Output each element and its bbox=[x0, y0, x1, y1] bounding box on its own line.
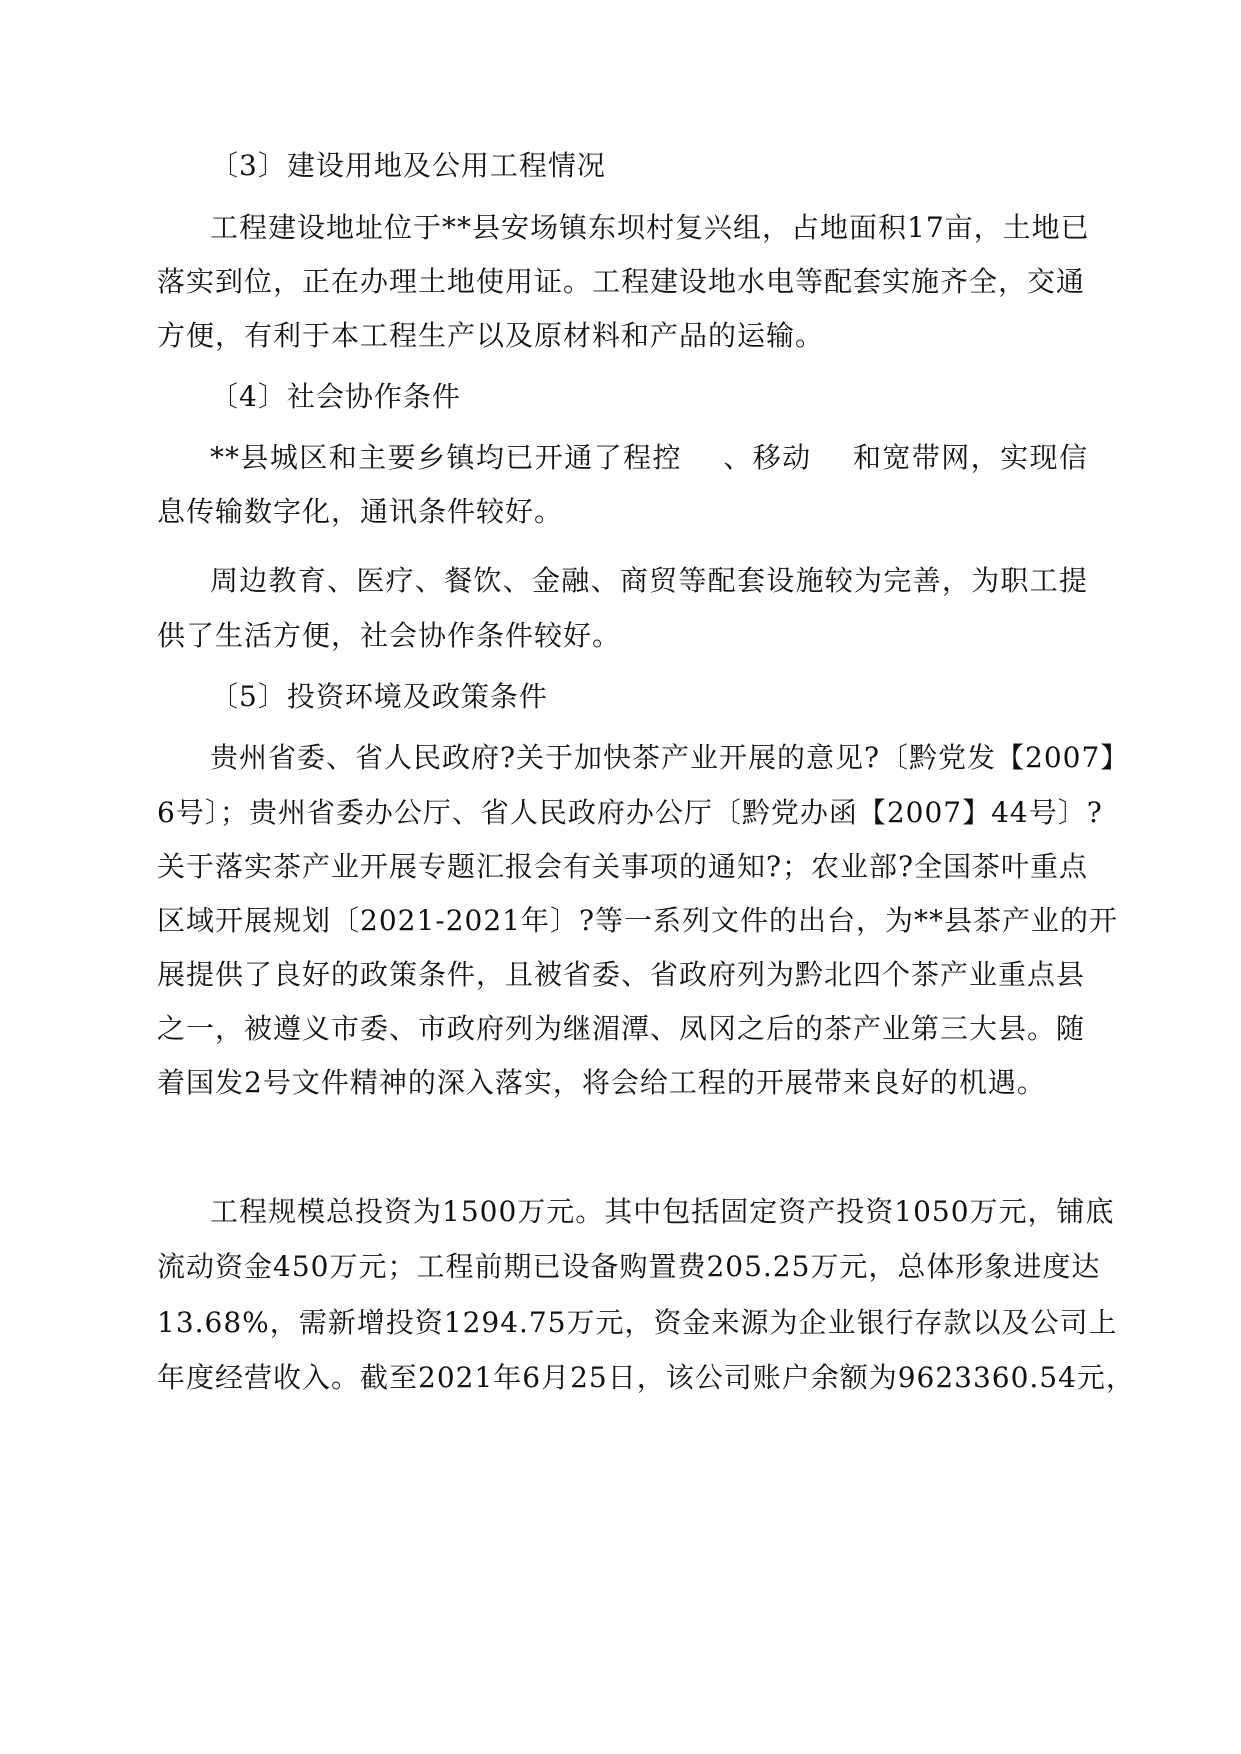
section-heading-3: 〔3〕建设用地及公用工程情况 bbox=[210, 149, 606, 182]
paragraph-line: 方便，有利于本工程生产以及原材料和产品的运输。 bbox=[157, 319, 825, 352]
paragraph-line: 供了生活方便，社会协作条件较好。 bbox=[157, 619, 622, 652]
paragraph-line: 工程规模总投资为1500万元。其中包括固定资产投资1050万元，铺底 bbox=[210, 1195, 1115, 1228]
paragraph-line: **县城区和主要乡镇均已开通了程控 、移动 和宽带网，实现信 bbox=[210, 441, 1088, 474]
paragraph-line: 13.68%，需新增投资1294.75万元，资金来源为企业银行存款以及公司上 bbox=[157, 1306, 1118, 1339]
paragraph-line: 流动资金450万元；工程前期已设备购置费205.25万元，总体形象进度达 bbox=[157, 1250, 1101, 1283]
paragraph-line: 落实到位，正在办理土地使用证。工程建设地水电等配套实施齐全，交通 bbox=[157, 265, 1086, 298]
paragraph-line: 息传输数字化，通讯条件较好。 bbox=[157, 495, 564, 528]
paragraph-line: 年度经营收入。截至2021年6月25日，该公司账户余额为9623360.54元， bbox=[157, 1361, 1135, 1394]
paragraph-line: 着国发2号文件精神的深入落实，将会给工程的开展带来良好的机遇。 bbox=[157, 1066, 1046, 1099]
paragraph-line: 贵州省委、省人民政府?关于加快茶产业开展的意见?〔黔党发【2007】 bbox=[210, 741, 1130, 774]
section-heading-4: 〔4〕社会协作条件 bbox=[210, 380, 461, 413]
paragraph-line: 关于落实茶产业开展专题汇报会有关事项的通知?；农业部?全国茶叶重点 bbox=[157, 850, 1089, 883]
paragraph-line: 区域开展规划〔2021-2021年〕?等一系列文件的出台，为**县茶产业的开 bbox=[157, 904, 1118, 937]
paragraph-line: 周边教育、医疗、餐饮、金融、商贸等配套设施较为完善，为职工提 bbox=[210, 564, 1088, 597]
paragraph-line: 展提供了良好的政策条件，且被省委、省政府列为黔北四个茶产业重点县 bbox=[157, 958, 1086, 991]
section-heading-5: 〔5〕投资环境及政策条件 bbox=[210, 680, 548, 713]
paragraph-line: 6号〕；贵州省委办公厅、省人民政府办公厅〔黔党办函【2007】44号〕? bbox=[157, 796, 1103, 829]
paragraph-line: 之一，被遵义市委、市政府列为继湄潭、凤冈之后的茶产业第三大县。随 bbox=[157, 1012, 1086, 1045]
paragraph-line: 工程建设地址位于**县安场镇东坝村复兴组，占地面积17亩，土地已 bbox=[210, 211, 1090, 244]
